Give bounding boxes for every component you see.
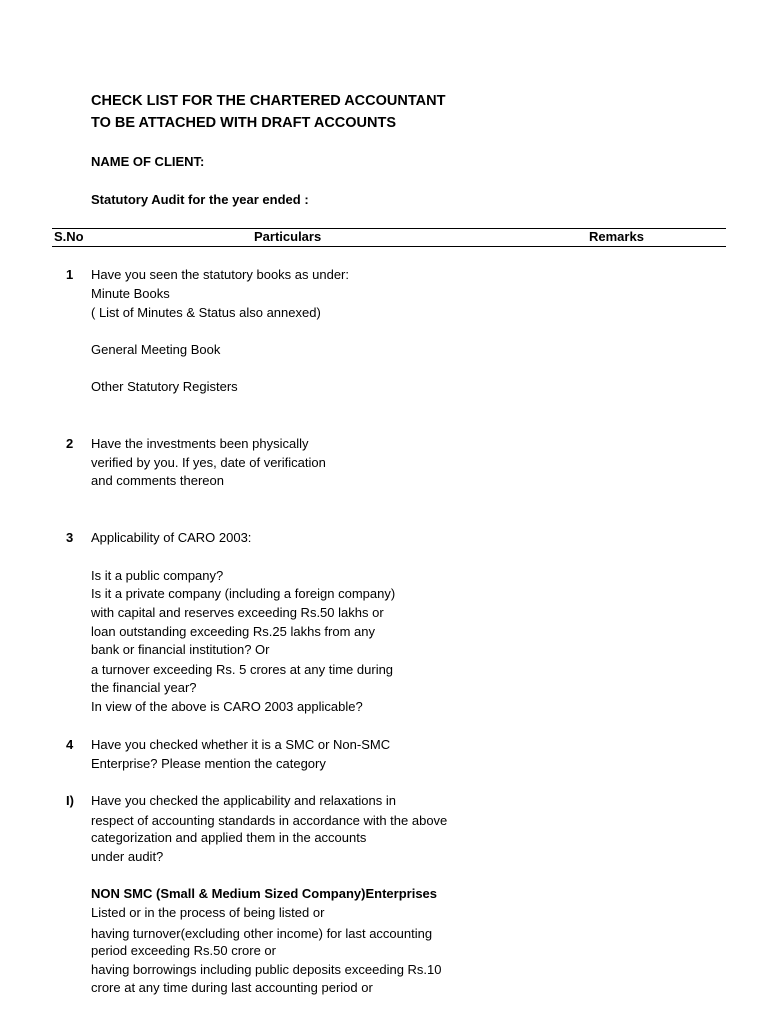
item-text: In view of the above is CARO 2003 applicable? (91, 699, 363, 714)
item-text: Have the investments been physically (91, 436, 309, 451)
item-number: 4 (66, 737, 74, 752)
item-text: Is it a public company? (91, 568, 224, 583)
item-text: Other Statutory Registers (91, 379, 238, 394)
item-text: respect of accounting standards in accordance with the above (91, 813, 448, 828)
item-text: a turnover exceeding Rs. 5 crores at any time during (91, 662, 394, 677)
item-text: with capital and reserves exceeding Rs.50 lakhs or (91, 605, 384, 620)
non-smc-text: having borrowings including public deposits exceeding Rs.10 (91, 962, 442, 977)
item-text: Have you checked whether it is a SMC or Non-SMC (91, 737, 391, 752)
non-smc-text: crore at any time during last accounting period or (91, 980, 373, 995)
item-text: Applicability of CARO 2003: (91, 530, 252, 545)
item-text: categorization and applied them in the accounts (91, 830, 367, 845)
item-text: bank or financial institution? Or (91, 642, 270, 657)
item-number: I) (66, 793, 74, 808)
title-line-2: TO BE ATTACHED WITH DRAFT ACCOUNTS (91, 115, 397, 131)
item-number: 2 (66, 436, 74, 451)
item-text: Is it a private company (including a foreign company) (91, 586, 396, 601)
item-text: and comments thereon (91, 473, 224, 488)
item-number: 1 (66, 267, 74, 282)
name-of-client-label: NAME OF CLIENT: (91, 154, 205, 169)
item-text: under audit? (91, 849, 164, 864)
item-text: loan outstanding exceeding Rs.25 lakhs from any (91, 624, 376, 639)
non-smc-text: Listed or in the process of being listed or (91, 905, 325, 920)
item-text: Have you checked the applicability and relaxations in (91, 793, 396, 808)
non-smc-text: period exceeding Rs.50 crore or (91, 943, 276, 958)
item-text: ( List of Minutes & Status also annexed) (91, 305, 321, 320)
table-header-rule (52, 246, 726, 247)
header-particulars: Particulars (254, 229, 322, 244)
item-number: 3 (66, 530, 74, 545)
header-sno: S.No (54, 229, 84, 244)
item-text: verified by you. If yes, date of verification (91, 455, 326, 470)
item-text: Have you seen the statutory books as under: (91, 267, 349, 282)
item-text: Enterprise? Please mention the category (91, 756, 326, 771)
non-smc-text: having turnover(excluding other income) for last accounting (91, 926, 433, 941)
item-text: Minute Books (91, 286, 170, 301)
item-text: the financial year? (91, 680, 197, 695)
statutory-audit-label: Statutory Audit for the year ended : (91, 192, 309, 207)
non-smc-heading: NON SMC (Small & Medium Sized Company)Enterprises (91, 886, 438, 901)
item-text: General Meeting Book (91, 342, 221, 357)
header-remarks: Remarks (589, 229, 644, 244)
title-line-1: CHECK LIST FOR THE CHARTERED ACCOUNTANT (91, 93, 446, 109)
